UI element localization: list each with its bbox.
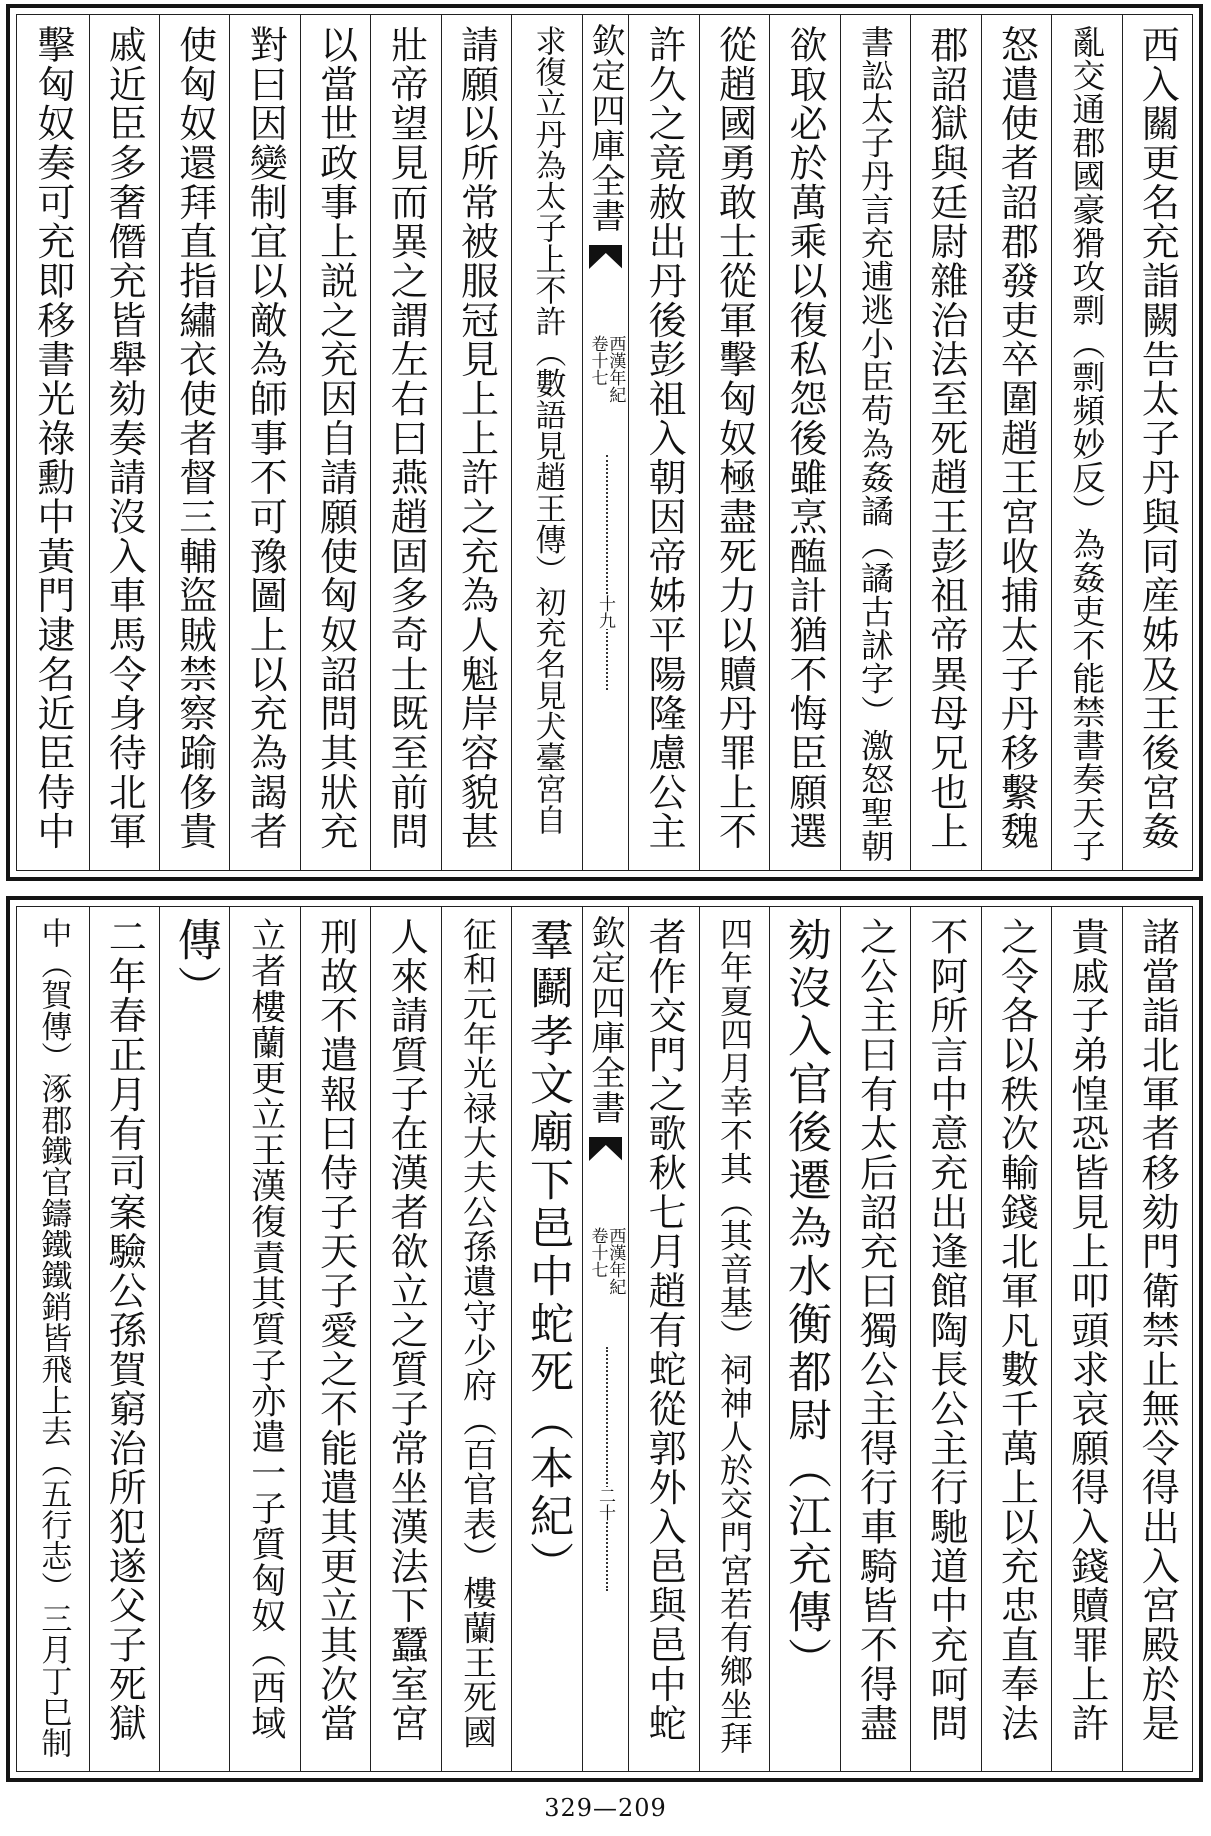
- volume-label: [588, 335, 624, 403]
- upper-text-columns: [17, 15, 1192, 870]
- text-column: [699, 907, 769, 1771]
- text-column: [370, 907, 440, 1771]
- column-text: 立者樓蘭更立王漢復責其質子亦遣一子質匈奴（西域: [245, 917, 286, 1742]
- text-column: [769, 907, 839, 1771]
- column-text: 戚近臣多奢僭充皆舉劾奏請沒入車馬令身待北軍: [102, 25, 147, 851]
- column-text: 傳）: [169, 917, 221, 1013]
- text-column: [229, 15, 299, 870]
- column-text: 請願以所常被服冠見上上許之充為人魁岸容貌甚: [454, 25, 499, 851]
- book-spine-gutter: [582, 907, 629, 1771]
- fish-tail-mark-icon: [589, 1137, 623, 1161]
- text-column: [910, 15, 980, 870]
- column-text: 人來請質子在漢者欲立之質子常坐漢法下蠶室宮: [384, 917, 429, 1743]
- text-column: [910, 907, 980, 1771]
- column-text: 許久之竟赦出丹後彭祖入朝因帝姊平陽隆慮公主: [642, 25, 687, 851]
- column-text: 壯帝望見而異之謂左右曰燕趙固多奇士既至前問: [384, 25, 429, 851]
- text-column: [699, 15, 769, 870]
- volume-title: 西漢年紀: [605, 1227, 626, 1295]
- volume-label: [588, 1227, 624, 1295]
- column-text: 劾沒入官後遷為水衡都尉（江充傳）: [780, 917, 831, 1685]
- text-column: [628, 15, 698, 870]
- text-column: [840, 907, 910, 1771]
- text-column: [300, 15, 370, 870]
- spine-dotted-line: [606, 1347, 608, 1591]
- column-text: 刑故不遣報曰侍子天子愛之不能遣其更立其次當: [313, 917, 358, 1743]
- column-text: 書訟太子丹言充逋逃小臣苟為姦譎（譎古訹字）激怒聖朝: [855, 25, 895, 863]
- text-column: [1051, 907, 1121, 1771]
- volume-title: 西漢年紀: [605, 335, 626, 403]
- text-column: [441, 15, 511, 870]
- volume-number: 卷十七: [587, 1227, 608, 1278]
- column-text: 之令各以秩次輸錢北軍凡數千萬上以充忠直奉法: [994, 917, 1039, 1743]
- text-column: [981, 907, 1051, 1771]
- text-column: [300, 907, 370, 1771]
- book-title: 欽定四庫全書: [585, 915, 626, 1125]
- folio-number: 十九: [593, 595, 618, 629]
- text-column: [89, 907, 159, 1771]
- spine-dotted-line: [606, 455, 608, 690]
- text-column: [1122, 15, 1192, 870]
- volume-number: 卷十七: [587, 335, 608, 386]
- column-text: 求復立丹為太子上不許（數語見趙王傳）初充名見犬臺宮自: [529, 25, 566, 836]
- column-text: 諸當詣北軍者移劾門衛禁止無令得出入宮殿於是: [1135, 917, 1180, 1743]
- lower-page-panel: [6, 896, 1203, 1782]
- text-column: [511, 907, 581, 1771]
- column-text: 中（賀傳）涿郡鐵官鑄鐵鐵銷皆飛上去（五行志）三月丁巳制: [35, 917, 72, 1759]
- folio-number: 二十: [593, 1487, 618, 1521]
- lower-page-frame: [16, 906, 1193, 1772]
- text-column: [370, 15, 440, 870]
- text-column: [1051, 15, 1121, 870]
- text-column: [511, 15, 581, 870]
- text-column: [840, 15, 910, 870]
- text-column: [769, 15, 839, 870]
- column-text: 征和元年光禄大夫公孫遺守少府（百官表）樓蘭王死國: [456, 917, 497, 1749]
- text-column: [159, 907, 229, 1771]
- column-text: 怒遣使者詔郡發吏卒圍趙王宮收捕太子丹移繫魏: [994, 25, 1039, 851]
- text-column: [1122, 907, 1192, 1771]
- text-column: [17, 15, 88, 870]
- column-text: 者作交門之歌秋七月趙有蛇從郭外入邑與邑中蛇: [642, 917, 687, 1743]
- upper-page-panel: [6, 4, 1203, 881]
- text-column: [17, 907, 88, 1771]
- text-column: [441, 907, 511, 1771]
- column-text: 亂交通郡國豪猾攻剽（剽頻妙反）為姦吏不能禁書奏天子: [1067, 25, 1107, 863]
- text-column: [981, 15, 1051, 870]
- column-text: 欲取必於萬乘以復私怨後雖烹醢計猶不悔臣願選: [783, 25, 827, 851]
- column-text: 使匈奴還拜直指繡衣使者督三輔盜賊禁察踰侈貴: [172, 25, 217, 851]
- text-column: [628, 907, 698, 1771]
- text-column: [89, 15, 159, 870]
- column-text: 羣鬬孝文廟下邑中蛇死（本紀）: [522, 917, 573, 1589]
- text-column: [159, 15, 229, 870]
- book-spine-gutter: [582, 15, 629, 870]
- column-text: 從趙國勇敢士從軍擊匈奴極盡死力以贖丹罪上不: [712, 25, 757, 851]
- fish-tail-mark-icon: [589, 245, 623, 269]
- page-number-footer: 329—209: [544, 1794, 667, 1822]
- column-text: 擊匈奴奏可充即移書光祿勳中黃門逮名近臣侍中: [30, 25, 75, 851]
- lower-text-columns: [17, 907, 1192, 1771]
- text-column: [229, 907, 299, 1771]
- column-text: 貴戚子弟惶恐皆見上叩頭求哀願得入錢贖罪上許: [1064, 917, 1109, 1743]
- upper-page-frame: [16, 14, 1193, 871]
- book-title: 欽定四庫全書: [585, 23, 626, 233]
- column-text: 四年夏四月幸不其（其音基）祠神人於交門宮若有鄉坐拜: [715, 917, 755, 1755]
- column-text: 二年春正月有司案驗公孫賀窮治所犯遂父子死獄: [102, 917, 147, 1743]
- column-text: 對曰因變制宜以敵為師事不可豫圖上以充為謁者: [243, 25, 288, 851]
- column-text: 之公主曰有太后詔充曰獨公主得行車騎皆不得盡: [853, 917, 898, 1743]
- column-text: 不阿所言中意充出逢館陶長公主行馳道中充呵問: [923, 917, 968, 1743]
- column-text: 西入關更名充詣闕告太子丹與同産姊及王後宮姦: [1135, 25, 1180, 851]
- column-text: 以當世政事上説之充因自請願使匈奴詔問其狀充: [313, 25, 358, 851]
- column-text: 郡詔獄與廷尉雜治法至死趙王彭祖帝異母兄也上: [923, 25, 968, 851]
